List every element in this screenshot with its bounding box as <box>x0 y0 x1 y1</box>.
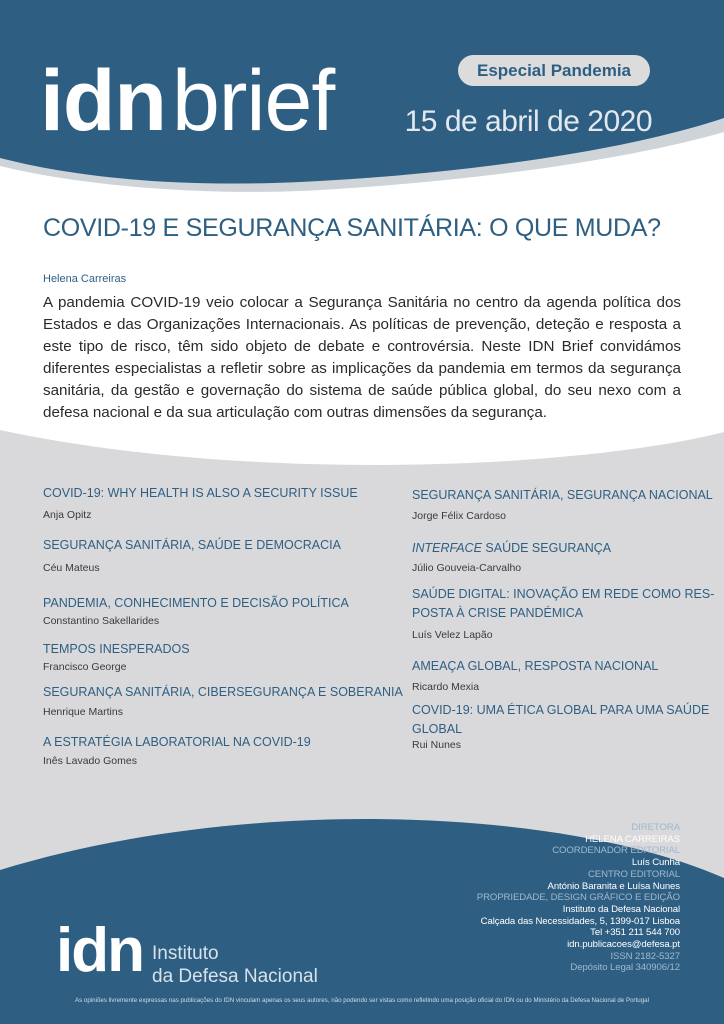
toc-left-title-3: PANDEMIA, CONHECIMENTO E DECISÃO POLÍTICA <box>43 596 349 610</box>
toc-left-title-6: A ESTRATÉGIA LABORATORIAL NA COVID-19 <box>43 735 311 749</box>
director-name: HELENA CARREIRAS <box>585 833 680 845</box>
toc-right-author-4: Ricardo Mexia <box>412 681 480 693</box>
toc-left-title-2: SEGURANÇA SANITÁRIA, SAÚDE E DEMOCRACIA <box>43 538 341 552</box>
toc-right-title-5b: GLOBAL <box>412 722 463 736</box>
institute-address: Calçada das Necessidades, 5, 1399-017 Lisboa <box>480 915 680 927</box>
institute-name: Instituto da Defesa Nacional <box>562 903 680 915</box>
article-abstract: A pandemia COVID-19 veio colocar a Segurança Sanitária no centro da agenda política dos Estados e das Organizações Internacionais. As políticas de prevenção, deteção e resposta a este tipo de risco, têm sido objeto de debate e controvérsia. Neste IDN Brief convidámos diferentes especialistas a refletir sobre as implicações da pandemia em termos da segurança sanitária, da gestão e governação do sistema de saúde pública global, do seu nexo com a defesa nacional e da sua articulação com outras dimensões da segurança. <box>43 294 681 421</box>
center-label: CENTRO EDITORIAL <box>587 868 680 880</box>
toc-right-title-1: SEGURANÇA SANITÁRIA, SEGURANÇA NACIONAL <box>412 488 713 502</box>
disclaimer: As opiniões livremente expressas nas publicações do IDN vinculam apenas os seus autores, não podendo ser vistas como refletindo uma posição oficial do IDN ou do Ministério da Defesa Nacional de Portugal <box>74 997 650 1004</box>
toc-left-author-5: Henrique Martins <box>43 706 123 718</box>
toc-left-author-6: Inês Lavado Gomes <box>43 755 137 767</box>
toc-right-title-3a: SAÚDE DIGITAL: INOVAÇÃO EM REDE COMO RES- <box>412 587 715 601</box>
toc-left-author-4: Francisco George <box>43 661 127 673</box>
brand-bold: idn <box>40 53 166 149</box>
center-names: António Baranita e Luísa Nunes <box>547 880 680 892</box>
institute-logo-line2: da Defesa Nacional <box>152 966 318 987</box>
article-author: Helena Carreiras <box>43 273 127 285</box>
staff-credits <box>420 822 680 974</box>
toc-right-author-1: Jorge Félix Cardoso <box>412 510 506 522</box>
toc-left-author-1: Anja Opitz <box>43 509 92 521</box>
toc-left-title-5: SEGURANÇA SANITÁRIA, CIBERSEGURANÇA E SOBERANIA <box>43 685 403 699</box>
toc-right-title-4: AMEAÇA GLOBAL, RESPOSTA NACIONAL <box>412 659 659 673</box>
coordinator-label: COORDENADOR EDITORIAL <box>552 845 680 857</box>
toc-right-title-2-rest: SAÚDE SEGURANÇA <box>481 541 612 555</box>
article-title: COVID-19 E SEGURANÇA SANITÁRIA: O QUE MUDA? <box>43 214 661 242</box>
idn-logo: idn <box>56 916 143 985</box>
property-label: PROPRIEDADE, DESIGN GRÁFICO E EDIÇÃO <box>476 892 680 904</box>
toc-left-title-4: TEMPOS INESPERADOS <box>43 642 190 656</box>
toc-left-title-1: COVID-19: WHY HEALTH IS ALSO A SECURITY ISSUE <box>43 486 358 500</box>
institute-email: idn.publicacoes@defesa.pt <box>567 939 680 951</box>
issn: ISSN 2182-5327 <box>610 950 680 962</box>
toc-right-author-3: Luís Velez Lapão <box>412 629 493 641</box>
toc-right-author-5: Rui Nunes <box>412 739 462 751</box>
special-edition-badge: Especial Pandemia <box>458 55 650 86</box>
toc-right-title-5a: COVID-19: UMA ÉTICA GLOBAL PARA UMA SAÚDE <box>412 703 710 717</box>
institute-phone: Tel +351 211 544 700 <box>590 927 680 939</box>
legal-deposit: Depósito Legal 340906/12 <box>570 962 680 974</box>
toc-left-author-3: Constantino Sakellarides <box>43 615 160 627</box>
toc-right-author-2: Júlio Gouveia-Carvalho <box>412 562 522 574</box>
toc-left-author-2: Céu Mateus <box>43 562 100 574</box>
brand-light: brief <box>171 53 335 149</box>
toc-right-title-2 <box>412 540 611 557</box>
publication-logo <box>40 53 335 149</box>
coordinator-name: Luís Cunha <box>631 857 680 869</box>
publication-date: 15 de abril de 2020 <box>404 105 652 138</box>
toc-right-title-3b: POSTA À CRISE PANDÉMICA <box>412 606 584 620</box>
institute-logo-line1: Instituto <box>152 943 219 964</box>
director-label: DIRETORA <box>631 822 680 833</box>
toc-right-title-2-italic: INTERFACE <box>412 541 482 555</box>
